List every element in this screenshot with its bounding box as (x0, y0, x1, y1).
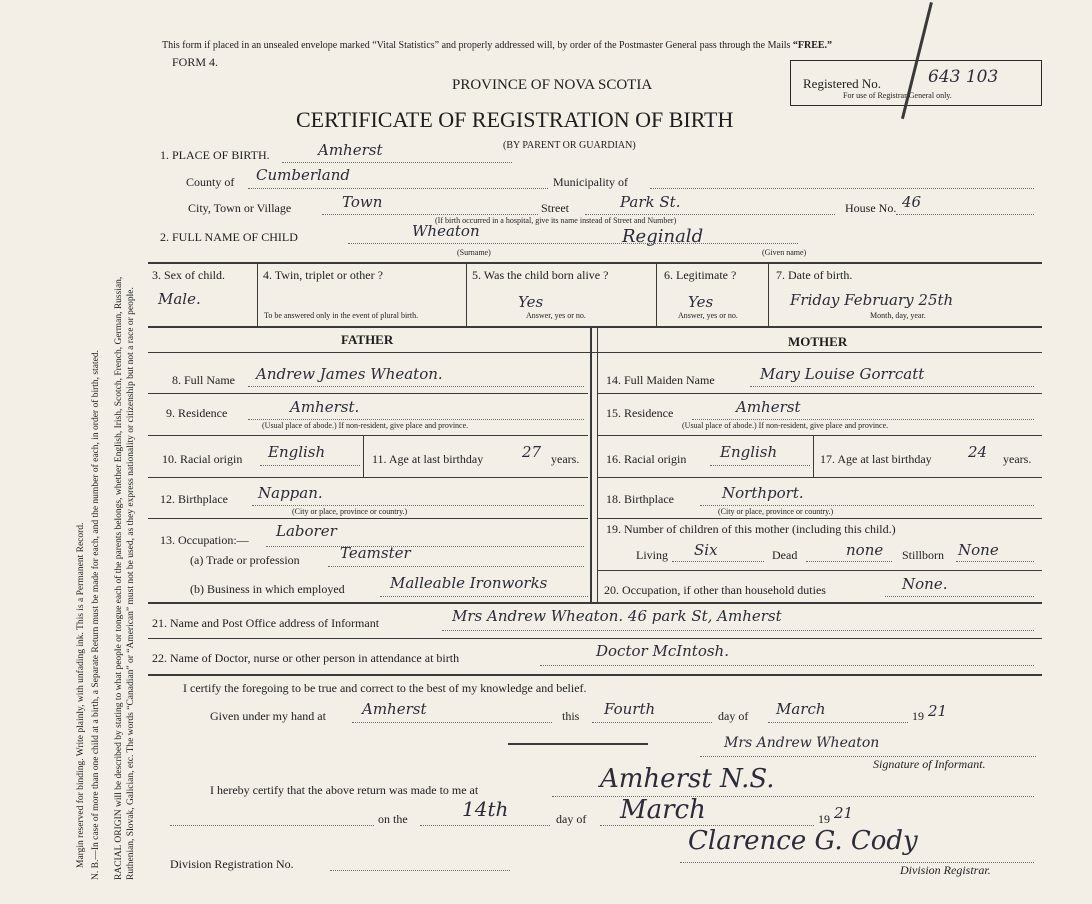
signature-of-informant-label: Signature of Informant. (873, 757, 986, 771)
mother-cpc-note: (City or place, province or country.) (718, 507, 834, 516)
father-row-rule-1 (148, 393, 588, 394)
given-under-label: Given under my hand at (210, 709, 326, 723)
hereby-label: I hereby certify that the above return was made to me at (210, 783, 479, 797)
stillborn-line (956, 561, 1034, 562)
mother-row-rule-4 (598, 518, 1042, 519)
mother-race-label: 16. Racial origin (606, 452, 687, 466)
street-value: Park St. (620, 193, 681, 211)
dob-note: Month, day, year. (870, 311, 926, 320)
city-value: Town (342, 193, 383, 211)
mother-res-label: 15. Residence (606, 406, 674, 420)
racial-note-2: Ruthenian, Slovak, Galician, etc. The words “Canadian” or “American” must not be used, as they express nationality or citizenship but not a race or people. (126, 287, 136, 880)
parents-bottom-rule (148, 602, 1042, 604)
mother-age-divider (813, 436, 814, 477)
dead-value: none (846, 541, 884, 559)
given-day-line (592, 722, 712, 723)
father-row-rule-2 (148, 435, 588, 436)
dob-label: 7. Date of birth. (776, 268, 853, 282)
city-label: City, Town or Village (188, 201, 292, 215)
given-day-value: Fourth (604, 700, 656, 718)
on-the-label: on the (378, 812, 408, 826)
certify-text: I certify the foregoing to be true and correct to the best of my knowledge and belief. (183, 681, 587, 695)
mother-age-value: 24 (968, 443, 988, 461)
father-res-label: 9. Residence (166, 406, 228, 420)
informant-line (442, 630, 1034, 631)
division-registrar-label: Division Registrar. (900, 863, 991, 877)
father-occ-label: 13. Occupation:— (160, 533, 249, 547)
year-prefix: 19 (912, 709, 924, 723)
house-line (896, 214, 1034, 215)
col-divider-4 (768, 262, 769, 326)
father-trade-label: (a) Trade or profession (190, 553, 300, 567)
father-name-value: Andrew James Wheaton. (256, 365, 443, 383)
father-name-label: 8. Full Name (172, 373, 235, 387)
year-prefix-2: 19 (818, 812, 830, 826)
given-month-value: March (776, 700, 826, 718)
place-of-birth-value: Amherst (318, 141, 383, 159)
father-age-divider (363, 436, 364, 477)
father-years: years. (551, 452, 580, 466)
mother-abode-note: (Usual place of abode.) If non-resident, give place and province. (682, 421, 889, 430)
mother-bp-line (700, 505, 1034, 506)
mother-age-label: 17. Age at last birthday (820, 452, 932, 466)
father-heading: FATHER (341, 332, 394, 347)
division-registration-line (330, 870, 510, 871)
father-row-rule-4 (148, 518, 588, 519)
mother-row-rule-3 (598, 477, 1042, 478)
nb-note: N. B.—In case of more than one child at a birth, a Separate Return must be made for each, and the number of each, in order of birth, stated. (91, 350, 101, 880)
child-name-line (348, 243, 798, 244)
county-label: County of (186, 175, 235, 189)
plural-note: To be answered only in the event of plural birth. (264, 311, 419, 320)
father-age-value: 27 (522, 443, 542, 461)
father-row-rule-3 (148, 477, 588, 478)
parents-header-rule (148, 352, 1042, 353)
sex-label: 3. Sex of child. (152, 268, 225, 282)
informant-signature: Mrs Andrew Wheaton (724, 735, 880, 751)
father-race-value: English (268, 443, 326, 461)
legit-note: Answer, yes or no. (678, 311, 738, 320)
mother-row-rule-1 (598, 393, 1042, 394)
mother-res-line (692, 419, 1034, 420)
col-divider-1 (257, 262, 258, 326)
county-value: Cumberland (256, 166, 351, 184)
this-label: this (562, 709, 580, 723)
mother-name-line (750, 386, 1034, 387)
father-res-value: Amherst. (290, 398, 360, 416)
father-occ-value: Laborer (276, 522, 337, 540)
father-res-line (248, 419, 584, 420)
father-bp-value: Nappan. (258, 484, 323, 502)
father-bp-label: 12. Birthplace (160, 492, 228, 506)
on-year-value: 21 (834, 804, 854, 822)
alive-label: 5. Was the child born alive ? (472, 268, 609, 282)
doctor-label: 22. Name of Doctor, nurse or other person in attendance at birth (152, 651, 460, 665)
postal-note (162, 39, 832, 53)
father-age-label: 11. Age at last birthday (372, 452, 484, 466)
child-name-label: 2. FULL NAME OF CHILD (160, 230, 298, 244)
living-value: Six (694, 541, 718, 559)
made-at-value: Amherst N.S. (600, 764, 775, 794)
margin-note: Margin reserved for binding. Write plainly, with unfading ink. This is a Permanent Record. (76, 522, 86, 868)
father-occ-line (266, 546, 584, 547)
father-trade-value: Teamster (340, 544, 411, 562)
mother-bp-label: 18. Birthplace (606, 492, 674, 506)
on-day-value: 14th (462, 797, 509, 821)
mother-race-line (710, 465, 810, 466)
on-month-value: March (620, 795, 706, 825)
dead-line (806, 561, 892, 562)
father-trade-line (328, 566, 584, 567)
row-21-rule (148, 638, 1042, 639)
mother-bp-value: Northport. (722, 484, 804, 502)
father-name-line (248, 386, 584, 387)
child-given-value: Reginald (622, 226, 704, 247)
alive-note: Answer, yes or no. (526, 311, 586, 320)
mother-race-value: English (720, 443, 778, 461)
street-line (585, 214, 835, 215)
mother-occ-value: None. (902, 575, 948, 593)
row-22-rule (148, 674, 1042, 676)
mother-occ-line (885, 596, 1034, 597)
mother-name-value: Mary Louise Gorrcatt (760, 365, 925, 383)
given-year-value: 21 (928, 702, 948, 720)
living-line (672, 561, 764, 562)
place-of-birth-line (282, 162, 512, 163)
informant-label: 21. Name and Post Office address of Informant (152, 616, 380, 630)
parents-divider (590, 326, 592, 602)
house-value: 46 (902, 193, 922, 211)
stillborn-value: None (958, 541, 999, 559)
registrar-note: For use of Registrar General only. (843, 91, 952, 100)
father-bp-line (252, 505, 584, 506)
dead-label: Dead (772, 548, 798, 562)
given-at-value: Amherst (362, 700, 427, 718)
children-count-label: 19. Number of children of this mother (including this child.) (606, 522, 896, 536)
legit-label: 6. Legitimate ? (664, 268, 737, 282)
municipality-label: Municipality of (553, 175, 628, 189)
legit-value: Yes (688, 293, 714, 311)
province-heading: PROVINCE OF NOVA SCOTIA (452, 77, 653, 93)
street-label: Street (541, 201, 569, 215)
day-of-label: day of (718, 709, 749, 723)
dob-value: Friday February 25th (790, 291, 954, 309)
informant-signature-line (700, 756, 1036, 757)
given-at-line (352, 722, 552, 723)
col-divider-3 (656, 262, 657, 326)
place-of-birth-label: 1. PLACE OF BIRTH. (160, 148, 270, 162)
mother-years: years. (1003, 452, 1032, 466)
house-label: House No. (845, 201, 897, 215)
division-registration-label: Division Registration No. (170, 857, 294, 871)
father-business-line (380, 596, 588, 597)
form-number: FORM 4. (172, 55, 219, 69)
father-cpc-note: (City or place, province or country.) (292, 507, 408, 516)
mother-res-value: Amherst (736, 398, 801, 416)
doctor-line (540, 665, 1034, 666)
mother-row-rule-2 (598, 435, 1042, 436)
child-surname-value: Wheaton (412, 222, 480, 240)
racial-note-1: RACIAL ORIGIN will be described by stating to what people or tongue each of the parents belongs, whether English, Irish, Scotch, French, German, Russian, (114, 276, 124, 880)
father-business-label: (b) Business in which employed (190, 582, 345, 596)
mother-name-label: 14. Full Maiden Name (606, 373, 715, 387)
father-business-value: Malleable Ironworks (390, 574, 548, 592)
city-line (322, 214, 538, 215)
row-3-top-rule (148, 262, 1042, 264)
registrar-signature: Clarence G. Cody (688, 826, 918, 856)
parents-divider-2 (597, 326, 598, 602)
mother-heading: MOTHER (788, 334, 848, 349)
living-label: Living (636, 548, 668, 562)
county-line (248, 188, 548, 189)
page-title: CERTIFICATE OF REGISTRATION OF BIRTH (296, 107, 734, 132)
father-abode-note: (Usual place of abode.) If non-resident, give place and province. (262, 421, 469, 430)
signature-stroke (508, 743, 648, 745)
informant-value: Mrs Andrew Wheaton. 46 park St, Amherst (452, 607, 782, 625)
father-race-label: 10. Racial origin (162, 452, 243, 466)
row-3-bottom-rule (148, 326, 1042, 328)
given-note: (Given name) (762, 248, 807, 257)
municipality-line (650, 188, 1034, 189)
postal-note-free: “FREE.” (792, 40, 833, 51)
sex-value: Male. (158, 290, 201, 308)
day-of-label-2: day of (556, 812, 587, 826)
registered-label: Registered No. (803, 76, 881, 91)
mother-row-rule-5 (598, 570, 1042, 571)
on-the-leading-line (170, 825, 374, 826)
plural-label: 4. Twin, triplet or other ? (263, 268, 383, 282)
registered-number: 643 103 (928, 67, 999, 87)
postal-note-text: This form if placed in an unsealed envelope marked “Vital Statistics” and properly addressed will, by order of the Postmaster General pass through the Mails (162, 40, 791, 51)
doctor-value: Doctor McIntosh. (596, 642, 729, 660)
subtitle: (BY PARENT OR GUARDIAN) (503, 140, 636, 151)
col-divider-2 (466, 262, 467, 326)
on-day-line (420, 825, 550, 826)
surname-note: (Surname) (457, 248, 491, 257)
alive-value: Yes (518, 293, 544, 311)
stillborn-label: Stillborn (902, 548, 945, 562)
hospital-note: (If birth occurred in a hospital, give its name instead of Street and Number) (435, 216, 677, 225)
given-month-line (768, 722, 908, 723)
mother-occ-label: 20. Occupation, if other than household duties (604, 583, 826, 597)
father-race-line (260, 465, 360, 466)
